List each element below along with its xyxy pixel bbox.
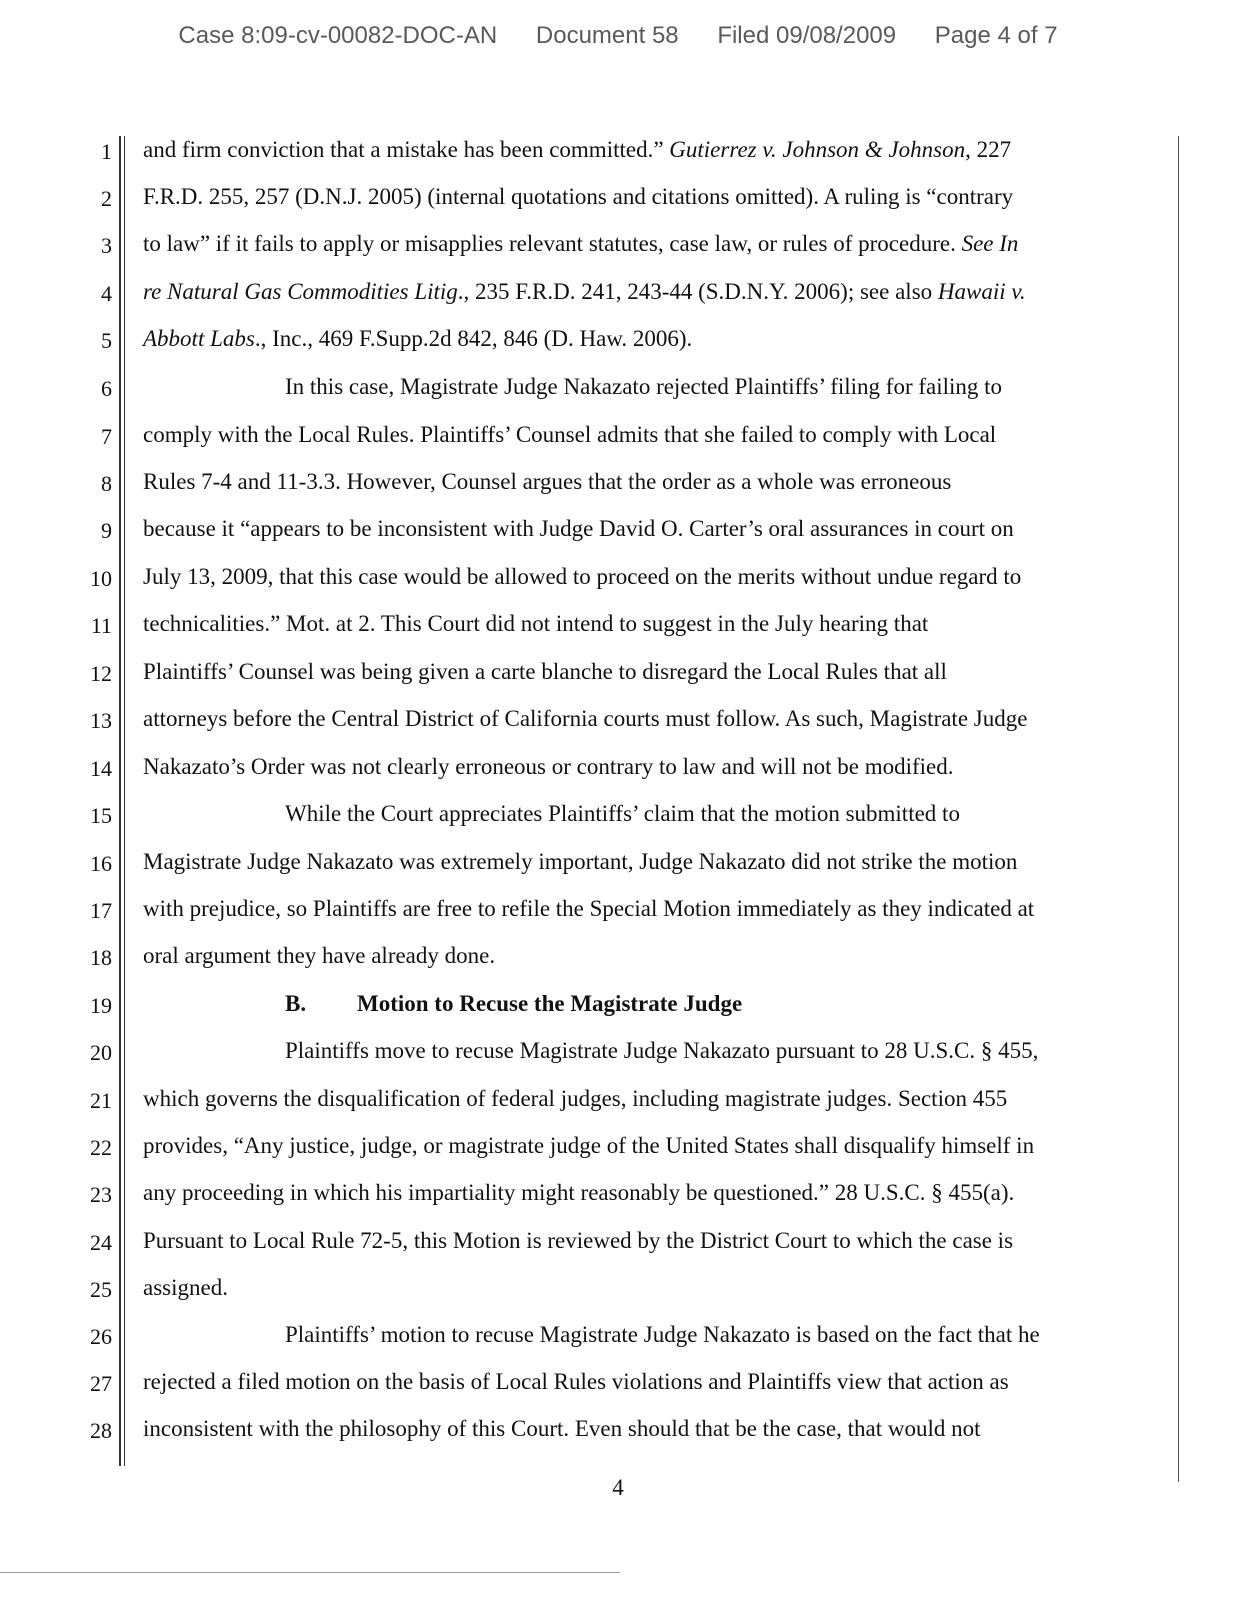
text-line-20: Plaintiffs move to recuse Magistrate Judge Nakazato pursuant to 28 U.S.C. § 455,: [285, 1038, 1039, 1063]
text-line-7: comply with the Local Rules. Plaintiffs’ Counsel admits that she failed to comply with Local: [143, 422, 997, 447]
text-line-21: which governs the disqualification of federal judges, including magistrate judges. Section 455: [143, 1086, 1008, 1111]
line-number: 20: [90, 1040, 112, 1065]
text-line-15: While the Court appreciates Plaintiffs’ claim that the motion submitted to: [285, 801, 960, 826]
case-citation: Hawaii v.: [937, 279, 1026, 304]
section-letter: B.: [285, 991, 307, 1016]
line-number: 18: [90, 945, 112, 970]
line-number: 23: [90, 1182, 112, 1207]
text-line-23: any proceeding in which his impartiality might reasonably be questioned.” 28 U.S.C. § 455(a).: [143, 1180, 1015, 1205]
text-line-25: assigned.: [143, 1275, 228, 1300]
footer-rule: [0, 1572, 620, 1573]
line-number: 5: [101, 328, 112, 353]
left-margin-rule: [119, 136, 121, 1466]
text-line-6: In this case, Magistrate Judge Nakazato rejected Plaintiffs’ filing for failing to: [285, 374, 1003, 399]
line-number: 8: [101, 471, 112, 496]
line-number: 17: [90, 898, 112, 923]
page-indicator: Page 4 of 7: [934, 22, 1058, 49]
line-number: 22: [90, 1135, 112, 1160]
text-line-14: Nakazato’s Order was not clearly erroneous or contrary to law and will not be modified.: [143, 754, 954, 779]
case-citation: Gutierrez v. Johnson & Johnson: [669, 137, 966, 162]
text-line-22: provides, “Any justice, judge, or magistrate judge of the United States shall disqualify himself in: [143, 1133, 1035, 1158]
case-citation: re Natural Gas Commodities Litig: [143, 279, 458, 304]
text-line-4: re Natural Gas Commodities Litig., 235 F.R.D. 241, 243-44 (S.D.N.Y. 2006); see also Hawaii v.: [143, 279, 1026, 304]
page-number: 4: [612, 1475, 624, 1500]
case-number: Case 8:09-cv-00082-DOC-AN: [178, 22, 498, 49]
line-number: 10: [90, 566, 112, 591]
text-line-3: to law” if it fails to apply or misapplies relevant statutes, case law, or rules of procedure. See In: [143, 231, 1019, 256]
line-number: 28: [90, 1418, 112, 1443]
line-number: 15: [90, 803, 112, 828]
text-line-10: July 13, 2009, that this case would be allowed to proceed on the merits without undue regard to: [143, 564, 1022, 589]
text-line-16: Magistrate Judge Nakazato was extremely important, Judge Nakazato did not strike the motion: [143, 849, 1018, 874]
text-line-18: oral argument they have already done.: [143, 943, 496, 968]
document-header: [0, 22, 1236, 50]
text-line-13: attorneys before the Central District of California courts must follow. As such, Magistrate Judge: [143, 706, 1028, 731]
line-number: 21: [90, 1088, 112, 1113]
case-citation: Abbott Labs: [143, 326, 255, 351]
text-line-28: inconsistent with the philosophy of this Court. Even should that be the case, that would not: [143, 1416, 981, 1441]
text-line-9: because it “appears to be inconsistent with Judge David O. Carter’s oral assurances in court on: [143, 516, 1014, 541]
text-line-8: Rules 7-4 and 11-3.3. However, Counsel argues that the order as a whole was erroneous: [143, 469, 952, 494]
document-number: Document 58: [535, 22, 679, 49]
text-line-5: Abbott Labs., Inc., 469 F.Supp.2d 842, 846 (D. Haw. 2006).: [143, 326, 693, 351]
line-number: 24: [90, 1230, 112, 1255]
line-number: 2: [101, 186, 112, 211]
text-line-27: rejected a filed motion on the basis of Local Rules violations and Plaintiffs view that action as: [143, 1369, 1009, 1394]
text-line-24: Pursuant to Local Rule 72-5, this Motion is reviewed by the District Court to which the case is: [143, 1228, 1014, 1253]
line-number: 16: [90, 851, 112, 876]
line-number: 11: [90, 613, 112, 638]
line-number: 4: [101, 281, 112, 306]
line-number: 13: [90, 708, 112, 733]
line-number: 14: [90, 756, 112, 781]
text-line-11: technicalities.” Mot. at 2. This Court did not intend to suggest in the July hearing that: [143, 611, 929, 636]
section-heading: [143, 990, 1236, 1018]
filed-date: Filed 09/08/2009: [717, 22, 897, 49]
line-number: 6: [101, 376, 112, 401]
line-number: 25: [90, 1277, 112, 1302]
text-line-1: and firm conviction that a mistake has been committed.” Gutierrez v. Johnson & Johnson, 227: [143, 137, 1012, 162]
text-line-12: Plaintiffs’ Counsel was being given a carte blanche to disregard the Local Rules that all: [143, 659, 947, 684]
line-number: 1: [101, 139, 112, 164]
text-line-26: Plaintiffs’ motion to recuse Magistrate Judge Nakazato is based on the fact that he: [285, 1322, 1040, 1347]
left-margin-rule-inner: [124, 136, 125, 1466]
line-number: 7: [101, 424, 112, 449]
line-number: 27: [90, 1371, 112, 1396]
line-number: 9: [101, 518, 112, 543]
section-title: Motion to Recuse the Magistrate Judge: [357, 991, 743, 1016]
line-number: 19: [90, 993, 112, 1018]
line-number: 26: [90, 1324, 112, 1349]
line-number: 12: [90, 661, 112, 686]
line-number: 3: [101, 233, 112, 258]
text-line-2: F.R.D. 255, 257 (D.N.J. 2005) (internal quotations and citations omitted). A ruling is “contrary: [143, 184, 1014, 209]
text-line-17: with prejudice, so Plaintiffs are free to refile the Special Motion immediately as they indicated at: [143, 896, 1035, 921]
